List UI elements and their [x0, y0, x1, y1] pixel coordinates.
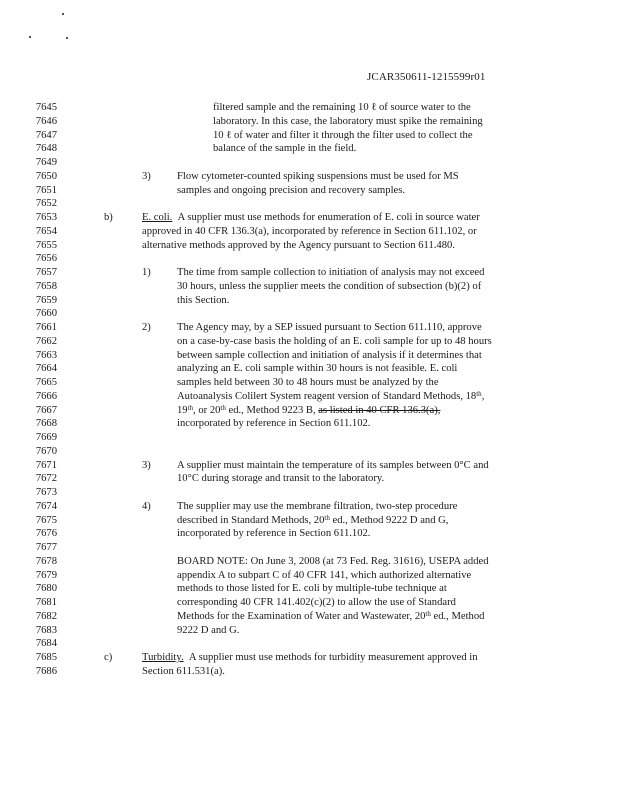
text-line: samples held between 30 to 48 hours must be analyzed by the	[177, 377, 439, 388]
text-segment: Autoanalysis Colilert System reagent version of Standard Methods, 18	[177, 390, 477, 402]
line-number: 7645	[35, 102, 57, 113]
line-number: 7670	[35, 445, 57, 457]
line-number: 7668	[35, 418, 57, 430]
superscript: th	[476, 389, 482, 398]
text-line: methods to those listed for E. coli by multiple-tube technique at	[177, 583, 447, 595]
line-number: 7667	[35, 404, 57, 416]
text-line: laboratory. In this case, the laboratory must spike the remaining	[213, 115, 483, 127]
superscript: th	[324, 513, 330, 522]
line-number: 7669	[35, 432, 57, 443]
text-line: alternative methods approved by the Agency pursuant to Section 611.480.	[142, 239, 455, 251]
line-number: 7663	[35, 349, 57, 361]
text-line: filtered sample and the remaining 10 ℓ of source water to the	[213, 102, 471, 113]
text-segment: described in Standard Methods, 20	[177, 514, 325, 526]
line-number: 7674	[35, 500, 57, 512]
superscript: th	[220, 403, 226, 412]
text-line: balance of the sample in the field.	[213, 143, 357, 155]
scan-speck	[62, 13, 64, 15]
line-number: 7678	[35, 555, 57, 567]
document-header-id: JCAR350611-1215599r01	[367, 71, 486, 83]
text-line	[177, 514, 448, 528]
text-line: Flow cytometer-counted spiking suspensions must be used for MS	[177, 170, 459, 182]
line-number: 7652	[35, 198, 57, 210]
text-line: Autoanalysis Colilert System reagent version of Standard Methods, 18th,	[177, 389, 485, 402]
text-segment: 19	[177, 404, 188, 416]
line-number: 7681	[35, 597, 57, 608]
text-line: approved in 40 CFR 136.3(a), incorporated by reference in Section 611.102, or	[142, 225, 477, 237]
line-number: 7677	[35, 542, 57, 553]
line-number: 7684	[35, 638, 57, 650]
line-number: 7675	[35, 514, 57, 526]
line-number: 7659	[35, 294, 57, 306]
line-number: 7664	[35, 363, 57, 375]
text-line	[142, 651, 478, 665]
text-line: 10 ℓ of water and filter it through the filter used to collect the	[213, 129, 473, 141]
scan-speck	[66, 37, 68, 39]
text-segment: Methods for the Examination of Water and Wastewater, 20	[177, 610, 426, 622]
line-number: 7685	[35, 652, 57, 663]
text-line: this Section.	[177, 294, 230, 306]
text-line: between sample collection and initiation of analysis if it determines that	[177, 349, 482, 361]
text-line	[177, 610, 484, 624]
text-segment: , or 20	[193, 404, 221, 416]
text-line	[142, 211, 480, 225]
line-number: 7656	[35, 253, 57, 265]
text-segment: ed., Method 9222 D and G,	[329, 514, 449, 526]
scan-speck	[29, 36, 31, 38]
text-line: incorporated by reference in Section 611.102.	[177, 418, 371, 430]
line-number: 7651	[35, 184, 57, 196]
text-line	[177, 404, 440, 418]
line-number: 7654	[35, 225, 57, 237]
text-line: incorporated by reference in Section 611.102.	[177, 528, 371, 540]
text-line: The supplier may use the membrane filtration, two-step procedure	[177, 500, 458, 512]
line-number: 7661	[35, 322, 57, 333]
subsection-label: 3)	[142, 459, 151, 471]
section-heading: Turbidity.	[142, 652, 184, 663]
text-line: 9222 D and G.	[177, 624, 240, 636]
line-number: 7646	[35, 115, 57, 127]
text-line: A supplier must maintain the temperature of its samples between 0°C and	[177, 459, 489, 471]
line-number: 7672	[35, 473, 57, 485]
text-segment: ed., Method	[430, 610, 485, 622]
text-line: on a case-by-case basis the holding of an E. coli sample for up to 48 hours	[177, 335, 492, 347]
line-number: 7683	[35, 624, 57, 636]
text-line: appendix A to subpart C of 40 CFR 141, which authorized alternative	[177, 569, 472, 581]
line-number: 7657	[35, 267, 57, 278]
text-line: BOARD NOTE: On June 3, 2008 (at 73 Fed. Reg. 31616), USEPA added	[177, 555, 489, 567]
text-segment: A supplier must use methods for enumeration of E. coli in source water	[177, 212, 480, 223]
section-label: b)	[104, 212, 113, 223]
subsection-label: 4)	[142, 500, 151, 512]
text-line: samples and ongoing precision and recovery samples.	[177, 184, 405, 196]
line-number: 7676	[35, 528, 57, 540]
line-number: 7660	[35, 308, 57, 320]
line-number: 7655	[35, 239, 57, 251]
subsection-label: 1)	[142, 267, 151, 278]
line-number: 7647	[35, 129, 57, 141]
line-number: 7679	[35, 569, 57, 581]
subsection-label: 3)	[142, 170, 151, 182]
line-number: 7682	[35, 610, 57, 622]
line-number: 7666	[35, 390, 57, 402]
line-number: 7649	[35, 157, 57, 168]
line-number: 7662	[35, 335, 57, 347]
line-number: 7680	[35, 583, 57, 595]
line-number: 7648	[35, 143, 57, 155]
section-heading: E. coli.	[142, 212, 173, 223]
text-line: corresponding 40 CFR 141.402(c)(2) to allow the use of Standard	[177, 597, 456, 608]
text-line: 10°C during storage and transit to the laboratory.	[177, 473, 385, 485]
subsection-label: 2)	[142, 322, 151, 333]
line-number: 7658	[35, 280, 57, 292]
line-number: 7671	[35, 459, 57, 471]
line-number: 7686	[35, 665, 57, 677]
text-line: analyzing an E. coli sample within 30 hours is not feasible. E. coli	[177, 363, 458, 375]
line-number: 7650	[35, 170, 57, 182]
text-line: The Agency may, by a SEP issued pursuant to Section 611.110, approve	[177, 322, 482, 333]
line-number: 7665	[35, 377, 57, 388]
text-segment: ed., Method 9223 B,	[225, 404, 316, 416]
section-label: c)	[104, 652, 113, 663]
text-segment: A supplier must use methods for turbidity measurement approved in	[188, 652, 478, 663]
text-line: Section 611.531(a).	[142, 665, 225, 677]
struck-text: as listed in 40 CFR 136.3(a),	[318, 404, 441, 416]
text-line: 30 hours, unless the supplier meets the condition of subsection (b)(2) of	[177, 280, 482, 292]
text-line: The time from sample collection to initiation of analysis may not exceed	[177, 267, 485, 278]
superscript: th	[187, 403, 194, 412]
line-number: 7653	[35, 212, 57, 223]
line-number: 7673	[35, 487, 57, 498]
superscript: th	[425, 609, 431, 618]
